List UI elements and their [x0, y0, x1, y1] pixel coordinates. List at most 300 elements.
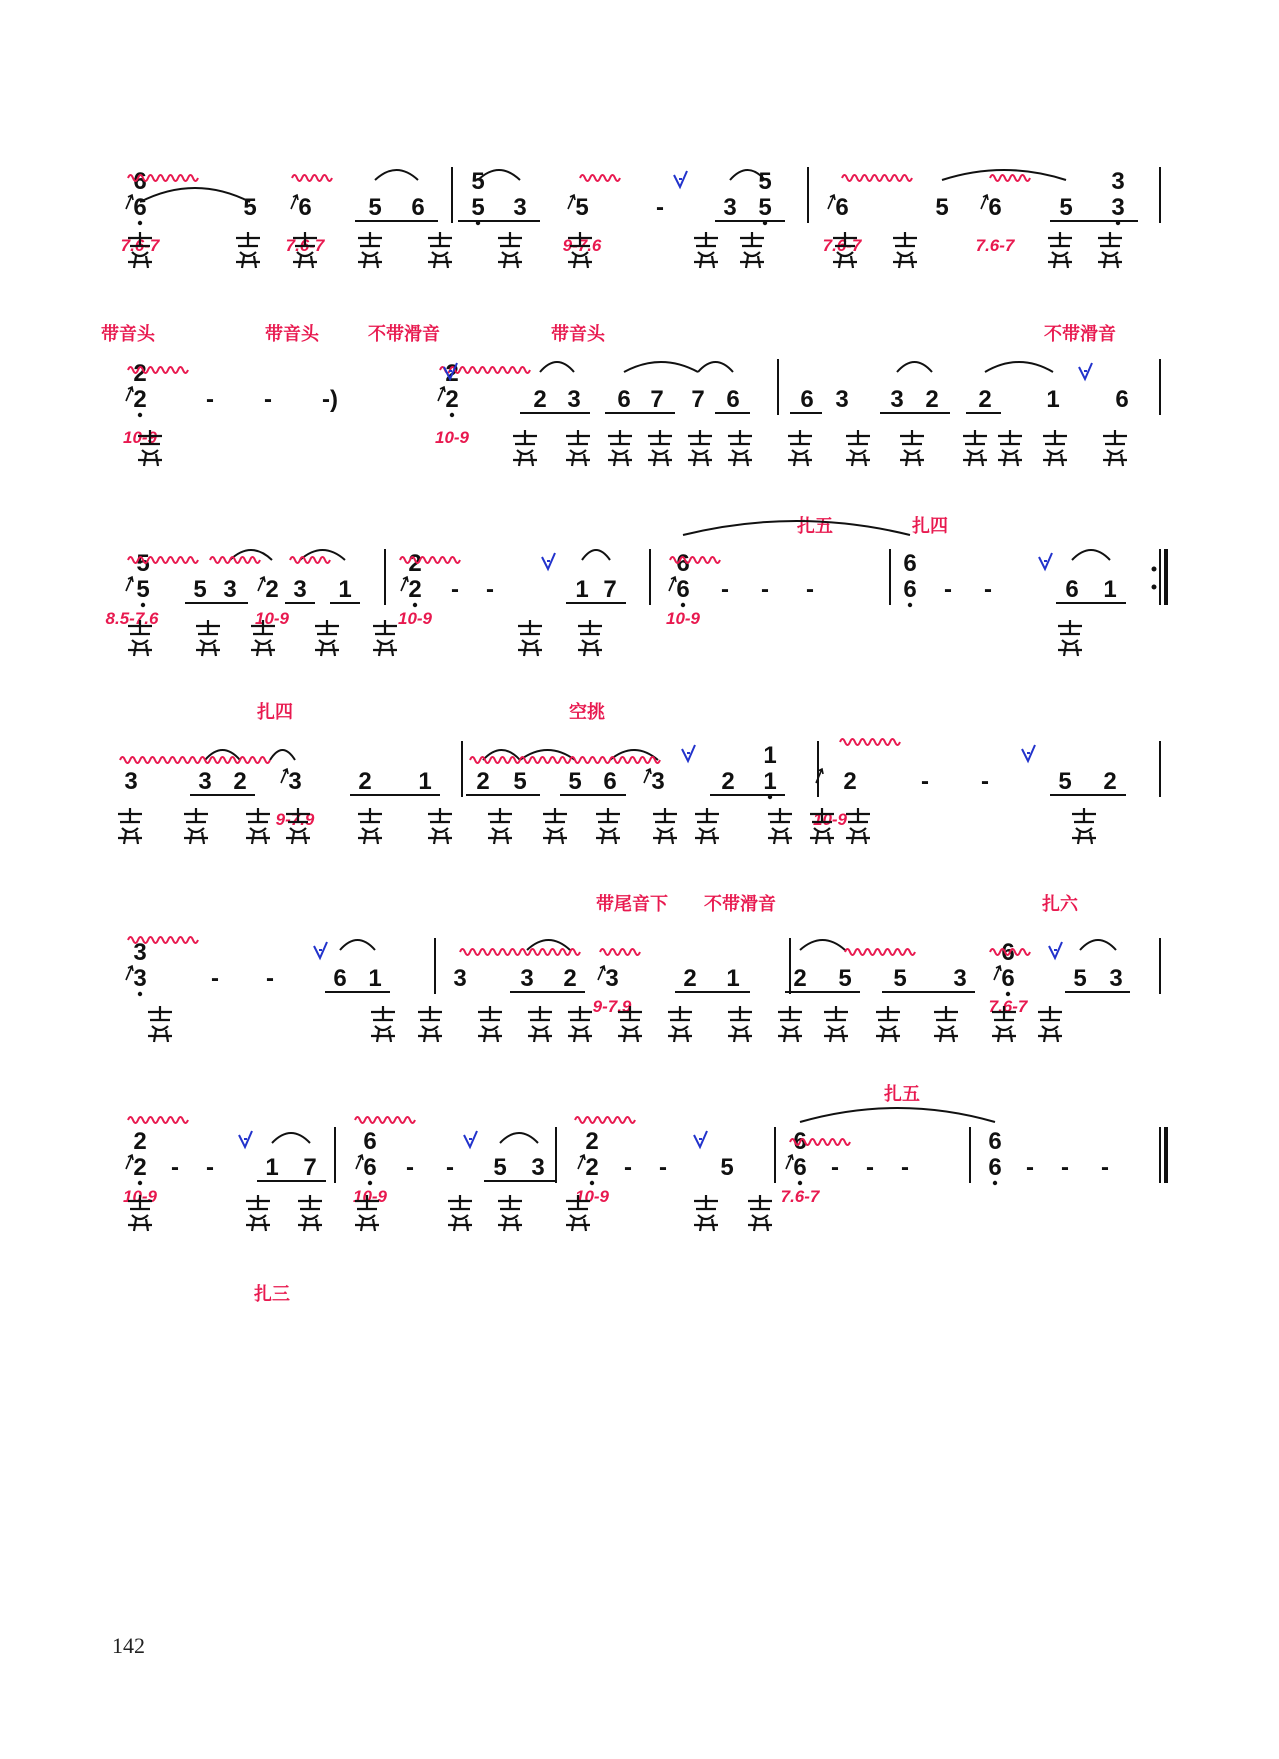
note: 5 — [1073, 965, 1087, 992]
tablature-glyph — [246, 1195, 270, 1231]
note: 6 — [333, 965, 347, 992]
note: - — [1061, 1154, 1069, 1181]
tablature-glyph — [668, 1006, 692, 1042]
tablature-glyph — [148, 1006, 172, 1042]
note: 5 — [893, 965, 907, 992]
octave-dot — [138, 992, 142, 996]
slur — [897, 362, 932, 372]
glyph-stroke — [373, 620, 397, 656]
tablature-glyph — [694, 1195, 718, 1231]
technique-label: 扎四 — [912, 516, 948, 537]
note-upper: 6 — [363, 1128, 377, 1155]
breath-mark — [1079, 363, 1092, 379]
note: 6 — [1115, 386, 1129, 413]
slur — [698, 362, 733, 372]
note: -) — [322, 386, 338, 413]
note-upper: 1 — [763, 742, 777, 769]
tablature-row-6 — [128, 1195, 772, 1231]
breath-mark — [1039, 553, 1052, 569]
note: 7 — [650, 386, 664, 413]
note: 3 — [953, 965, 967, 992]
glyph-stroke — [543, 808, 567, 844]
glyph-stroke — [668, 1006, 692, 1042]
octave-dot — [908, 603, 912, 607]
note-upper: 6 — [133, 168, 147, 195]
note: 6 — [793, 1154, 807, 1181]
note-upper: 5 — [758, 168, 772, 195]
note: 1 — [1103, 576, 1117, 603]
position-annotation: 7.6-7 — [988, 997, 1028, 1016]
tablature-glyph — [418, 1006, 442, 1042]
note: 5 — [513, 768, 527, 795]
glyph-stroke — [566, 430, 590, 466]
position-annotation: 7.6-7 — [120, 236, 160, 255]
glyph-stroke — [653, 808, 677, 844]
repeat-dot — [1152, 567, 1157, 572]
note: - — [831, 1154, 839, 1181]
tablature-glyph — [128, 1195, 152, 1231]
note: 3 — [223, 576, 237, 603]
note: 2 — [585, 1154, 599, 1181]
glyph-stroke — [740, 232, 764, 268]
glyph-stroke — [876, 1006, 900, 1042]
tablature-row-1 — [128, 232, 1122, 268]
note: - — [721, 576, 729, 603]
tablature-glyph — [1043, 430, 1067, 466]
position-annotation: 10-9 — [122, 428, 158, 447]
note: 5 — [136, 576, 150, 603]
position-annotation: 8.5-7.6 — [105, 609, 159, 628]
position-annotation: 7.6-7 — [285, 236, 325, 255]
position-annotation: 7.6-7 — [780, 1187, 820, 1206]
grace-arrow — [438, 387, 445, 401]
glyph-stroke — [695, 808, 719, 844]
system-4 — [120, 739, 1160, 915]
glyph-stroke — [1098, 232, 1122, 268]
note: 2 — [133, 386, 147, 413]
note: 2 — [721, 768, 735, 795]
glyph-stroke — [992, 1006, 1016, 1042]
vibrato-mark — [575, 1117, 635, 1123]
slur-long — [800, 1108, 995, 1122]
breath-mark — [314, 942, 327, 958]
glyph-stroke — [728, 430, 752, 466]
tablature-glyph — [998, 430, 1022, 466]
slur — [540, 362, 574, 372]
grace-arrow — [126, 577, 133, 591]
tablature-row-2 — [138, 430, 1127, 466]
note: 3 — [605, 965, 619, 992]
tablature-glyph — [1048, 232, 1072, 268]
note: - — [206, 386, 214, 413]
note: - — [656, 194, 664, 221]
repeat-dot — [1152, 585, 1157, 590]
octave-dot — [138, 1181, 142, 1185]
glyph-stroke — [846, 430, 870, 466]
note: 6 — [603, 768, 617, 795]
glyph-stroke — [728, 1006, 752, 1042]
grace-arrow — [828, 195, 835, 209]
octave-dot — [590, 1181, 594, 1185]
glyph-stroke — [688, 430, 712, 466]
note: 2 — [978, 386, 992, 413]
note: 2 — [925, 386, 939, 413]
tablature-glyph — [428, 232, 452, 268]
tablature-glyph — [1103, 430, 1127, 466]
tablature-glyph — [371, 1006, 395, 1042]
tablature-glyph — [358, 232, 382, 268]
grace-arrow — [981, 195, 988, 209]
tablature-glyph — [513, 430, 537, 466]
note: 3 — [133, 965, 147, 992]
tablature-glyph — [688, 430, 712, 466]
note: - — [406, 1154, 414, 1181]
glyph-stroke — [893, 232, 917, 268]
tablature-glyph — [578, 620, 602, 656]
note-upper: 3 — [1111, 168, 1125, 195]
glyph-stroke — [128, 620, 152, 656]
technique-label: 扎四 — [257, 702, 293, 723]
breath-mark — [239, 1131, 252, 1147]
tablature-glyph — [251, 620, 275, 656]
position-annotation: 10-9 — [574, 1187, 610, 1206]
tablature-glyph — [900, 430, 924, 466]
tablature-glyph — [778, 1006, 802, 1042]
note: 6 — [726, 386, 740, 413]
note: 3 — [520, 965, 534, 992]
note: - — [921, 768, 929, 795]
glyph-stroke — [478, 1006, 502, 1042]
position-annotation: 10-9 — [665, 609, 701, 628]
tablature-glyph — [498, 1195, 522, 1231]
glyph-stroke — [900, 430, 924, 466]
octave-dot — [368, 1181, 372, 1185]
position-annotation: 10-9 — [254, 609, 290, 628]
note: 3 — [124, 768, 138, 795]
note: 3 — [651, 768, 665, 795]
glyph-stroke — [528, 1006, 552, 1042]
glyph-stroke — [448, 1195, 472, 1231]
glyph-stroke — [1048, 232, 1072, 268]
note: 3 — [567, 386, 581, 413]
position-annotation: 7.6-7 — [975, 236, 1015, 255]
glyph-stroke — [566, 1195, 590, 1231]
vibrato-mark — [290, 557, 330, 563]
note: 1 — [575, 576, 589, 603]
tablature-glyph — [695, 808, 719, 844]
glyph-stroke — [196, 620, 220, 656]
tablature-glyph — [1072, 808, 1096, 844]
technique-label: 不带滑音 — [1044, 324, 1116, 345]
note: 1 — [726, 965, 740, 992]
octave-dot — [681, 603, 685, 607]
note: 2 — [793, 965, 807, 992]
vibrato-mark — [120, 757, 270, 763]
slur — [985, 362, 1053, 372]
tablature-glyph — [138, 430, 162, 466]
tablature-glyph — [1098, 232, 1122, 268]
note-upper: 2 — [408, 550, 422, 577]
note: - — [446, 1154, 454, 1181]
glyph-stroke — [251, 620, 275, 656]
position-annotation: 9-7.9 — [275, 810, 315, 829]
note: 5 — [471, 194, 485, 221]
note: 3 — [890, 386, 904, 413]
glyph-stroke — [428, 232, 452, 268]
note: 6 — [133, 194, 147, 221]
position-annotation: 10-9 — [434, 428, 470, 447]
note-upper: 2 — [133, 1128, 147, 1155]
glyph-stroke — [488, 808, 512, 844]
glyph-stroke — [596, 808, 620, 844]
tablature-row-3 — [128, 620, 1082, 656]
note: - — [206, 1154, 214, 1181]
tablature-glyph — [748, 1195, 772, 1231]
note: 3 — [293, 576, 307, 603]
tablature-glyph — [196, 620, 220, 656]
glyph-stroke — [768, 808, 792, 844]
slur — [1072, 550, 1110, 560]
tablature-glyph — [358, 808, 382, 844]
note-upper: 2 — [133, 360, 147, 387]
glyph-stroke — [184, 808, 208, 844]
tablature-glyph — [543, 808, 567, 844]
note: - — [486, 576, 494, 603]
tablature-glyph — [893, 232, 917, 268]
note: 2 — [683, 965, 697, 992]
glyph-stroke — [298, 1195, 322, 1231]
technique-label: 不带滑音 — [704, 894, 776, 915]
note: - — [451, 576, 459, 603]
note: 3 — [1109, 965, 1123, 992]
glyph-stroke — [1058, 620, 1082, 656]
note: 2 — [1103, 768, 1117, 795]
tablature-glyph — [528, 1006, 552, 1042]
tablature-glyph — [788, 430, 812, 466]
vibrato-mark — [845, 949, 915, 955]
position-annotation: 10-9 — [352, 1187, 388, 1206]
technique-label: 带音头 — [101, 324, 155, 345]
note: - — [981, 768, 989, 795]
tablature-glyph — [448, 1195, 472, 1231]
tablature-glyph — [653, 808, 677, 844]
note-upper: 6 — [903, 550, 917, 577]
note: - — [624, 1154, 632, 1181]
slur — [340, 940, 375, 950]
tablature-glyph — [963, 430, 987, 466]
octave-dot — [138, 221, 142, 225]
position-annotation: 7.6-7 — [822, 236, 862, 255]
tablature-glyph — [768, 808, 792, 844]
grace-arrow — [786, 1155, 793, 1169]
technique-label: 扎三 — [254, 1284, 290, 1305]
glyph-stroke — [1043, 430, 1067, 466]
glyph-stroke — [963, 430, 987, 466]
note-upper: 2 — [585, 1128, 599, 1155]
slur — [582, 550, 610, 560]
note: - — [806, 576, 814, 603]
vibrato-mark — [470, 757, 660, 763]
tablature-glyph — [566, 430, 590, 466]
position-annotation: 10-9 — [397, 609, 433, 628]
tablature-glyph — [236, 232, 260, 268]
vibrato-mark — [580, 175, 620, 181]
system-6 — [123, 1108, 1166, 1305]
note: 1 — [418, 768, 432, 795]
glyph-stroke — [778, 1006, 802, 1042]
tablature-glyph — [876, 1006, 900, 1042]
note: 6 — [988, 194, 1002, 221]
slur — [270, 750, 295, 760]
grace-arrow — [281, 769, 288, 783]
note-upper: 3 — [133, 939, 147, 966]
glyph-stroke — [513, 430, 537, 466]
tablature-glyph — [184, 808, 208, 844]
technique-label: 带音头 — [265, 324, 319, 345]
breath-mark — [542, 553, 555, 569]
tablature-glyph — [728, 430, 752, 466]
slur — [272, 1133, 310, 1143]
position-annotation: 10-9 — [122, 1187, 158, 1206]
system-3 — [106, 521, 1166, 723]
breath-mark — [674, 171, 687, 187]
note: 2 — [533, 386, 547, 413]
note-upper: 5 — [471, 168, 485, 195]
technique-label: 带尾音下 — [596, 894, 668, 915]
glyph-stroke — [358, 232, 382, 268]
system-1 — [101, 167, 1160, 345]
note: 2 — [265, 576, 279, 603]
system-2 — [123, 359, 1160, 537]
tablature-glyph — [428, 808, 452, 844]
slur — [500, 1133, 538, 1143]
note: - — [984, 576, 992, 603]
note: 6 — [617, 386, 631, 413]
note: 3 — [513, 194, 527, 221]
glyph-stroke — [1038, 1006, 1062, 1042]
note: 6 — [676, 576, 690, 603]
grace-arrow — [401, 577, 408, 591]
grace-arrow — [356, 1155, 363, 1169]
note-upper: 6 — [988, 1128, 1002, 1155]
note: 6 — [1001, 965, 1015, 992]
glyph-stroke — [138, 430, 162, 466]
note: 2 — [563, 965, 577, 992]
technique-label: 空挑 — [569, 702, 605, 723]
note: 2 — [445, 386, 459, 413]
glyph-stroke — [1072, 808, 1096, 844]
grace-arrow — [126, 966, 133, 980]
note: - — [901, 1154, 909, 1181]
tablature-glyph — [846, 430, 870, 466]
glyph-stroke — [371, 1006, 395, 1042]
glyph-stroke — [998, 430, 1022, 466]
grace-arrow — [126, 1155, 133, 1169]
glyph-stroke — [934, 1006, 958, 1042]
breath-mark — [464, 1131, 477, 1147]
glyph-stroke — [618, 1006, 642, 1042]
note: 3 — [288, 768, 302, 795]
vibrato-mark — [840, 739, 900, 745]
grace-arrow — [126, 195, 133, 209]
glyph-stroke — [236, 232, 260, 268]
vibrato-mark — [990, 175, 1030, 181]
note-upper: 5 — [136, 550, 150, 577]
note: 3 — [453, 965, 467, 992]
grace-arrow — [258, 577, 265, 591]
breath-mark — [682, 745, 695, 761]
glyph-stroke — [358, 808, 382, 844]
vibrato-mark — [842, 175, 912, 181]
note: 3 — [835, 386, 849, 413]
tablature-glyph — [128, 620, 152, 656]
technique-label: 扎五 — [884, 1084, 920, 1105]
octave-dot — [993, 1181, 997, 1185]
tablature-glyph — [488, 808, 512, 844]
tablature-glyph — [728, 1006, 752, 1042]
glyph-stroke — [788, 430, 812, 466]
position-annotation: 9-7.9 — [592, 997, 632, 1016]
note: 1 — [338, 576, 352, 603]
tablature-glyph — [648, 430, 672, 466]
tablature-glyph — [618, 1006, 642, 1042]
glyph-stroke — [246, 808, 270, 844]
tablature-glyph — [298, 1195, 322, 1231]
technique-label: 带音头 — [551, 324, 605, 345]
tablature-glyph — [478, 1006, 502, 1042]
tablature-glyph — [518, 620, 542, 656]
glyph-stroke — [1103, 430, 1127, 466]
grace-arrow — [126, 387, 133, 401]
note: 5 — [758, 194, 772, 221]
tablature-row-4 — [118, 808, 1096, 844]
note: 2 — [476, 768, 490, 795]
grace-arrow — [598, 966, 605, 980]
glyph-stroke — [518, 620, 542, 656]
tablature-glyph — [118, 808, 142, 844]
glyph-stroke — [355, 1195, 379, 1231]
tablature-glyph — [608, 430, 632, 466]
note: 5 — [575, 194, 589, 221]
vibrato-mark — [128, 1117, 188, 1123]
technique-label: 扎五 — [797, 516, 833, 537]
octave-dot — [413, 603, 417, 607]
note: 5 — [935, 194, 949, 221]
note: 5 — [243, 194, 257, 221]
glyph-stroke — [748, 1195, 772, 1231]
glyph-stroke — [568, 1006, 592, 1042]
note: 6 — [988, 1154, 1002, 1181]
note: - — [171, 1154, 179, 1181]
note-upper: 2 — [445, 360, 459, 387]
note: 2 — [843, 768, 857, 795]
glyph-stroke — [846, 808, 870, 844]
note: 5 — [493, 1154, 507, 1181]
note: - — [211, 965, 219, 992]
glyph-stroke — [824, 1006, 848, 1042]
note: 5 — [1058, 768, 1072, 795]
tablature-glyph — [740, 232, 764, 268]
note: 1 — [1046, 386, 1060, 413]
note: - — [1101, 1154, 1109, 1181]
grace-arrow — [578, 1155, 585, 1169]
technique-label: 不带滑音 — [368, 324, 440, 345]
grace-arrow — [291, 195, 298, 209]
note: 1 — [368, 965, 382, 992]
note: 5 — [568, 768, 582, 795]
note: 5 — [720, 1154, 734, 1181]
glyph-stroke — [498, 1195, 522, 1231]
